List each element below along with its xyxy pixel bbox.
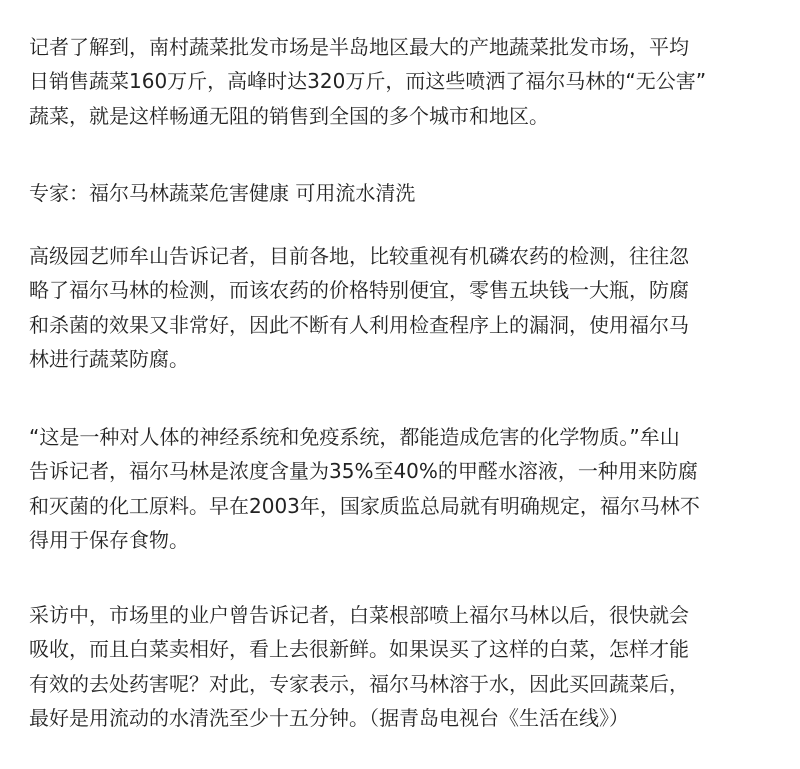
paragraph-market-intro: [29, 30, 774, 133]
text-line: 采访中，市场里的业户曾告诉记者，白菜根部喷上福尔马林以后，很快就会: [29, 603, 689, 627]
text-line: 吸收，而且白菜卖相好，看上去很新鲜。如果误买了这样的白菜，怎样才能: [29, 637, 689, 662]
text-line: 记者了解到，南村蔬菜批发市场是半岛地区最大的产地蔬菜批发市场，平均: [29, 35, 689, 59]
text-line: 林进行蔬菜防腐。: [29, 346, 189, 371]
text-line: 高级园艺师牟山告诉记者，目前各地，比较重视有机磷农药的检测，往往忽: [29, 244, 689, 268]
paragraph-chemical-info: [29, 420, 774, 557]
text-line: 最好是用流动的水清洗至少十五分钟。（据青岛电视台《生活在线》）: [29, 705, 629, 730]
paragraph-cleaning-advice: [29, 598, 774, 735]
text-line: 和杀菌的效果又非常好，因此不断有人利用检查程序上的漏洞，使用福尔马: [29, 312, 689, 337]
text-line: “这是一种对人体的神经系统和免疫系统，都能造成危害的化学物质。”牟山: [29, 425, 680, 449]
text-line: 得用于保存食物。: [29, 527, 189, 552]
subheading-text: 专家：福尔马林蔬菜危害健康 可用流水清洗: [29, 181, 416, 205]
text-line: 有效的去处药害呢？对此，专家表示，福尔马林溶于水，因此买回蔬菜后，: [29, 671, 689, 696]
text-line: 日销售蔬菜160万斤，高峰时达320万斤，而这些喷洒了福尔马林的“无公害”: [29, 69, 707, 94]
section-subheading: [29, 176, 774, 210]
text-line: 蔬菜，就是这样畅通无阻的销售到全国的多个城市和地区。: [29, 103, 549, 128]
text-line: 告诉记者，福尔马林是浓度含量为35%至40%的甲醛水溶液，一种用来防腐: [29, 459, 698, 484]
text-line: 略了福尔马林的检测，而该农药的价格特别便宜，零售五块钱一大瓶，防腐: [29, 278, 689, 303]
paragraph-expert-explanation: [29, 239, 774, 376]
text-line: 和灭菌的化工原料。早在2003年，国家质监总局就有明确规定，福尔马林不: [29, 493, 700, 518]
